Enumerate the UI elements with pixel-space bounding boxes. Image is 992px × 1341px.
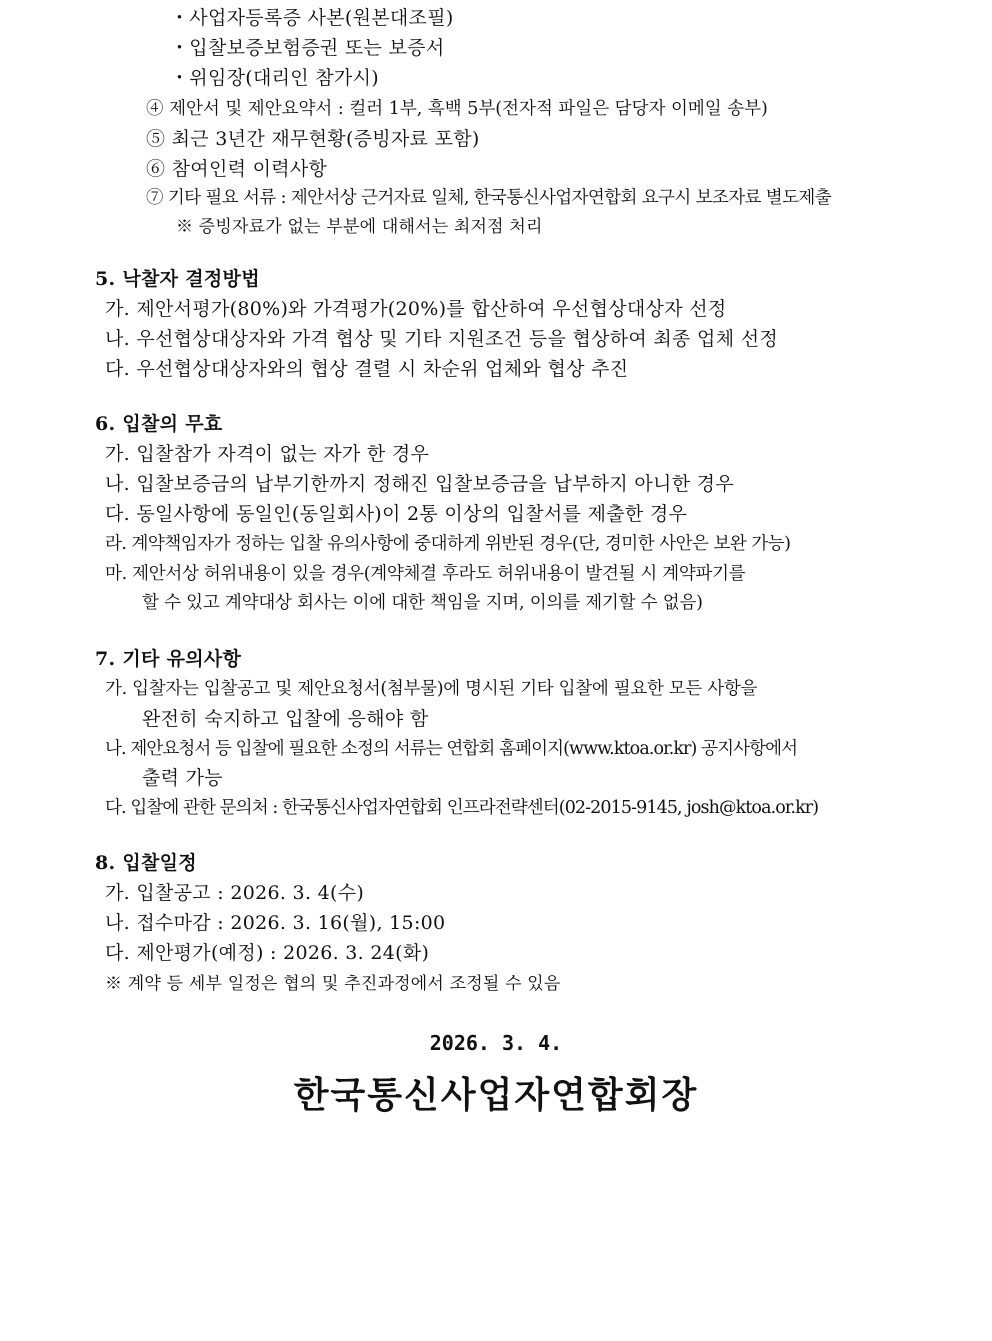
note-evidence: ※ 증빙자료가 없는 부분에 대해서는 최저점 처리	[176, 217, 543, 237]
bullet-bid-bond-insurance: ・입찰보증보험증권 또는 보증서	[170, 37, 445, 59]
section6-item-ra: 라. 계약책임자가 정하는 입찰 유의사항에 중대하게 위반된 경우(단, 경미한 사안은 보완 가능)	[105, 534, 791, 554]
section6-item-ma-continued: 할 수 있고 계약대상 회사는 이에 대한 책임을 지며, 이의를 제기할 수 없음)	[142, 593, 703, 613]
section6-item-ma: 마. 제안서상 허위내용이 있을 경우(계약체결 후라도 허위내용이 발견될 시 계약파기를	[105, 564, 746, 584]
section8-heading: 8. 입찰일정	[95, 852, 197, 874]
section8-item-ga: 가. 입찰공고 : 2026. 3. 4(수)	[105, 882, 365, 904]
item-personnel-history: ⑥ 참여인력 이력사항	[146, 158, 328, 180]
section8-item-da: 다. 제안평가(예정) : 2026. 3. 24(화)	[105, 942, 430, 964]
section7-item-na-continued: 출력 가능	[142, 767, 223, 789]
section7-heading: 7. 기타 유의사항	[95, 648, 242, 670]
section6-item-ga: 가. 입찰참가 자격이 없는 자가 한 경우	[105, 443, 430, 465]
section8-item-na: 나. 접수마감 : 2026. 3. 16(월), 15:00	[105, 912, 446, 934]
section5-item-da: 다. 우선협상대상자와의 협상 결렬 시 차순위 업체와 협상 추진	[105, 358, 629, 380]
section5-item-na: 나. 우선협상대상자와 가격 협상 및 기타 지원조건 등을 협상하여 최종 업체 선정	[105, 328, 779, 350]
item-other-documents: ⑦ 기타 필요 서류 : 제안서상 근거자료 일체, 한국통신사업자연합회 요구시 보조자료 별도제출	[146, 188, 832, 208]
section7-item-ga: 가. 입찰자는 입찰공고 및 제안요청서(첨부물)에 명시된 기타 입찰에 필요한 모든 사항을	[105, 679, 758, 699]
section7-item-na: 나. 제안요청서 등 입찰에 필요한 소정의 서류는 연합회 홈페이지(www.ktoa.or.kr) 공지사항에서	[105, 739, 798, 759]
item-proposal-documents: ④ 제안서 및 제안요약서 : 컬러 1부, 흑백 5부(전자적 파일은 담당자 이메일 송부)	[146, 99, 768, 119]
bullet-power-of-attorney: ・위임장(대리인 참가시)	[170, 67, 379, 89]
section6-item-na: 나. 입찰보증금의 납부기한까지 정해진 입찰보증금을 납부하지 아니한 경우	[105, 473, 734, 495]
document-date: 2026. 3. 4.	[429, 1031, 563, 1055]
signer-name: 한국통신사업자연합회장	[293, 1074, 699, 1116]
section8-note: ※ 계약 등 세부 일정은 협의 및 추진과정에서 조정될 수 있음	[105, 974, 561, 994]
section5-item-ga: 가. 제안서평가(80%)와 가격평가(20%)를 합산하여 우선협상대상자 선정	[105, 298, 727, 320]
section7-item-da: 다. 입찰에 관한 문의처 : 한국통신사업자연합회 인프라전략센터(02-2015-9145, josh@ktoa.or.kr)	[105, 798, 819, 818]
section7-item-ga-continued: 완전히 숙지하고 입찰에 응해야 함	[142, 708, 429, 730]
section5-heading: 5. 낙찰자 결정방법	[95, 268, 260, 290]
section6-heading: 6. 입찰의 무효	[95, 413, 223, 435]
section6-item-da: 다. 동일사항에 동일인(동일회사)이 2통 이상의 입찰서를 제출한 경우	[105, 503, 688, 525]
bullet-business-registration: ・사업자등록증 사본(원본대조필)	[170, 7, 454, 29]
item-financial-status: ⑤ 최근 3년간 재무현황(증빙자료 포함)	[146, 128, 480, 150]
